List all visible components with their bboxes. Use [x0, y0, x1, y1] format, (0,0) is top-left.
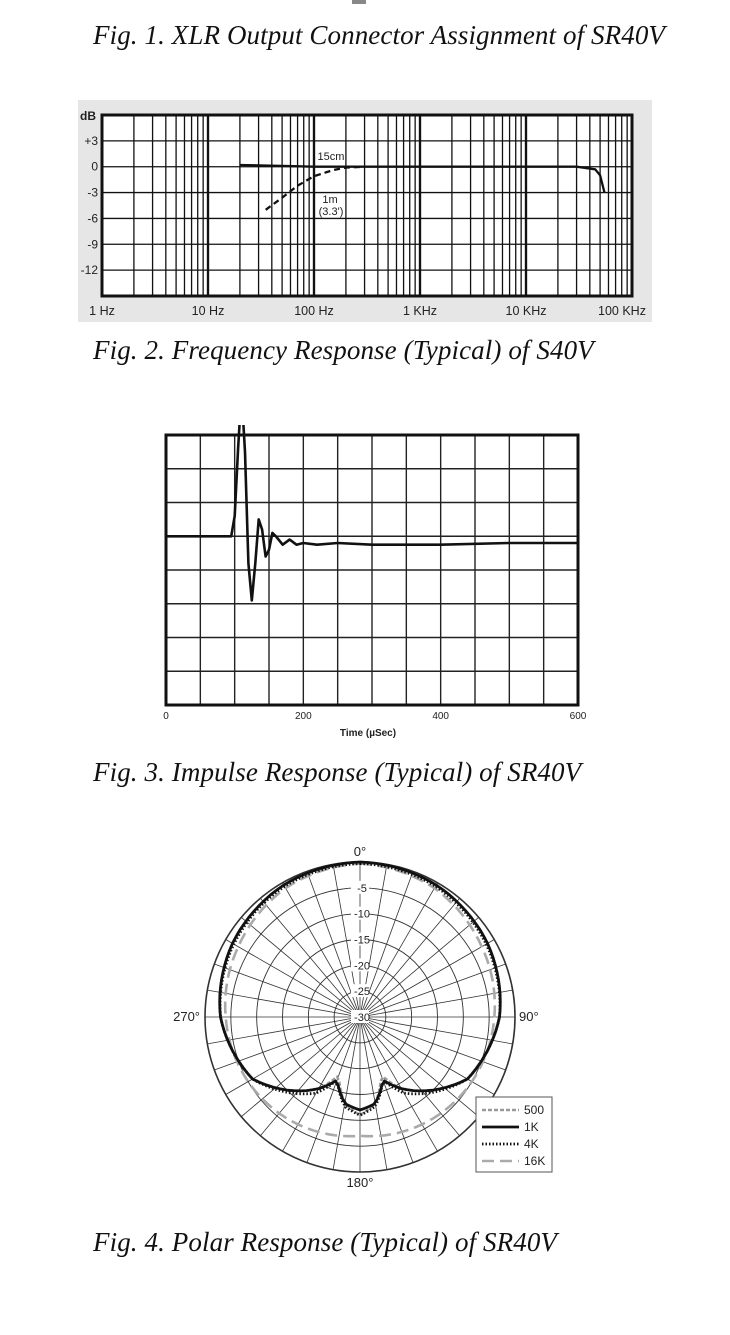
- page-top-fragment: [352, 0, 366, 4]
- annotation-3-3ft: (3.3'): [318, 206, 344, 218]
- x-tick-label: 1 KHz: [402, 304, 438, 318]
- angle-label-180: 180°: [346, 1175, 374, 1190]
- x-tick-label: 100 Hz: [294, 304, 334, 318]
- x-tick-label: 600: [569, 711, 587, 722]
- plot-area: [102, 115, 632, 296]
- fig4-caption: Fig. 4. Polar Response (Typical) of SR40V: [93, 1227, 558, 1257]
- legend-label-1K: 1K: [524, 1120, 539, 1134]
- fig2-caption: Fig. 2. Frequency Response (Typical) of S40V: [93, 335, 594, 365]
- y-tick-label: 0: [91, 159, 98, 174]
- fig1-caption: Fig. 1. XLR Output Connector Assignment of SR40V: [93, 20, 666, 50]
- frequency-response-chart: [0, 100, 730, 330]
- x-tick-label: 10 KHz: [505, 304, 547, 318]
- y-unit-label: dB: [80, 109, 96, 123]
- annotation-1m: 1m: [322, 194, 338, 206]
- y-tick-label: -12: [80, 263, 98, 278]
- x-tick-label: 400: [432, 711, 450, 722]
- x-tick-label: 0: [163, 711, 169, 722]
- radial-tick-label: -5: [357, 882, 367, 895]
- y-tick-label: -6: [87, 211, 98, 226]
- impulse-response-chart: [0, 425, 730, 745]
- fig3-caption: Fig. 3. Impulse Response (Typical) of SR40V: [93, 757, 582, 787]
- x-tick-label: 100 KHz: [598, 304, 646, 318]
- x-tick-label: 1 Hz: [89, 304, 115, 318]
- legend-label-500: 500: [524, 1103, 545, 1117]
- x-axis-title: Time (µSec): [339, 728, 397, 739]
- legend-label-16K: 16K: [524, 1154, 546, 1168]
- annotation-15cm: 15cm: [317, 151, 345, 163]
- y-tick-label: +3: [84, 133, 98, 148]
- radial-tick-label: -10: [354, 908, 370, 921]
- radial-tick-label: -20: [354, 960, 370, 973]
- radial-tick-label: -30: [354, 1012, 370, 1024]
- angle-label-0: 0°: [353, 844, 367, 859]
- x-tick-label: 10 Hz: [191, 304, 225, 318]
- angle-label-90: 90°: [519, 1009, 539, 1024]
- radial-tick-label: -25: [354, 986, 370, 999]
- polar-legend: [476, 1097, 552, 1172]
- y-tick-label: -3: [87, 185, 98, 200]
- radial-tick-label: -15: [354, 934, 370, 947]
- polar-response-chart: [0, 835, 730, 1200]
- legend-label-4K: 4K: [524, 1137, 539, 1151]
- x-tick-label: 200: [294, 711, 312, 722]
- angle-label-270: 270°: [173, 1009, 200, 1024]
- y-tick-label: -9: [87, 237, 98, 252]
